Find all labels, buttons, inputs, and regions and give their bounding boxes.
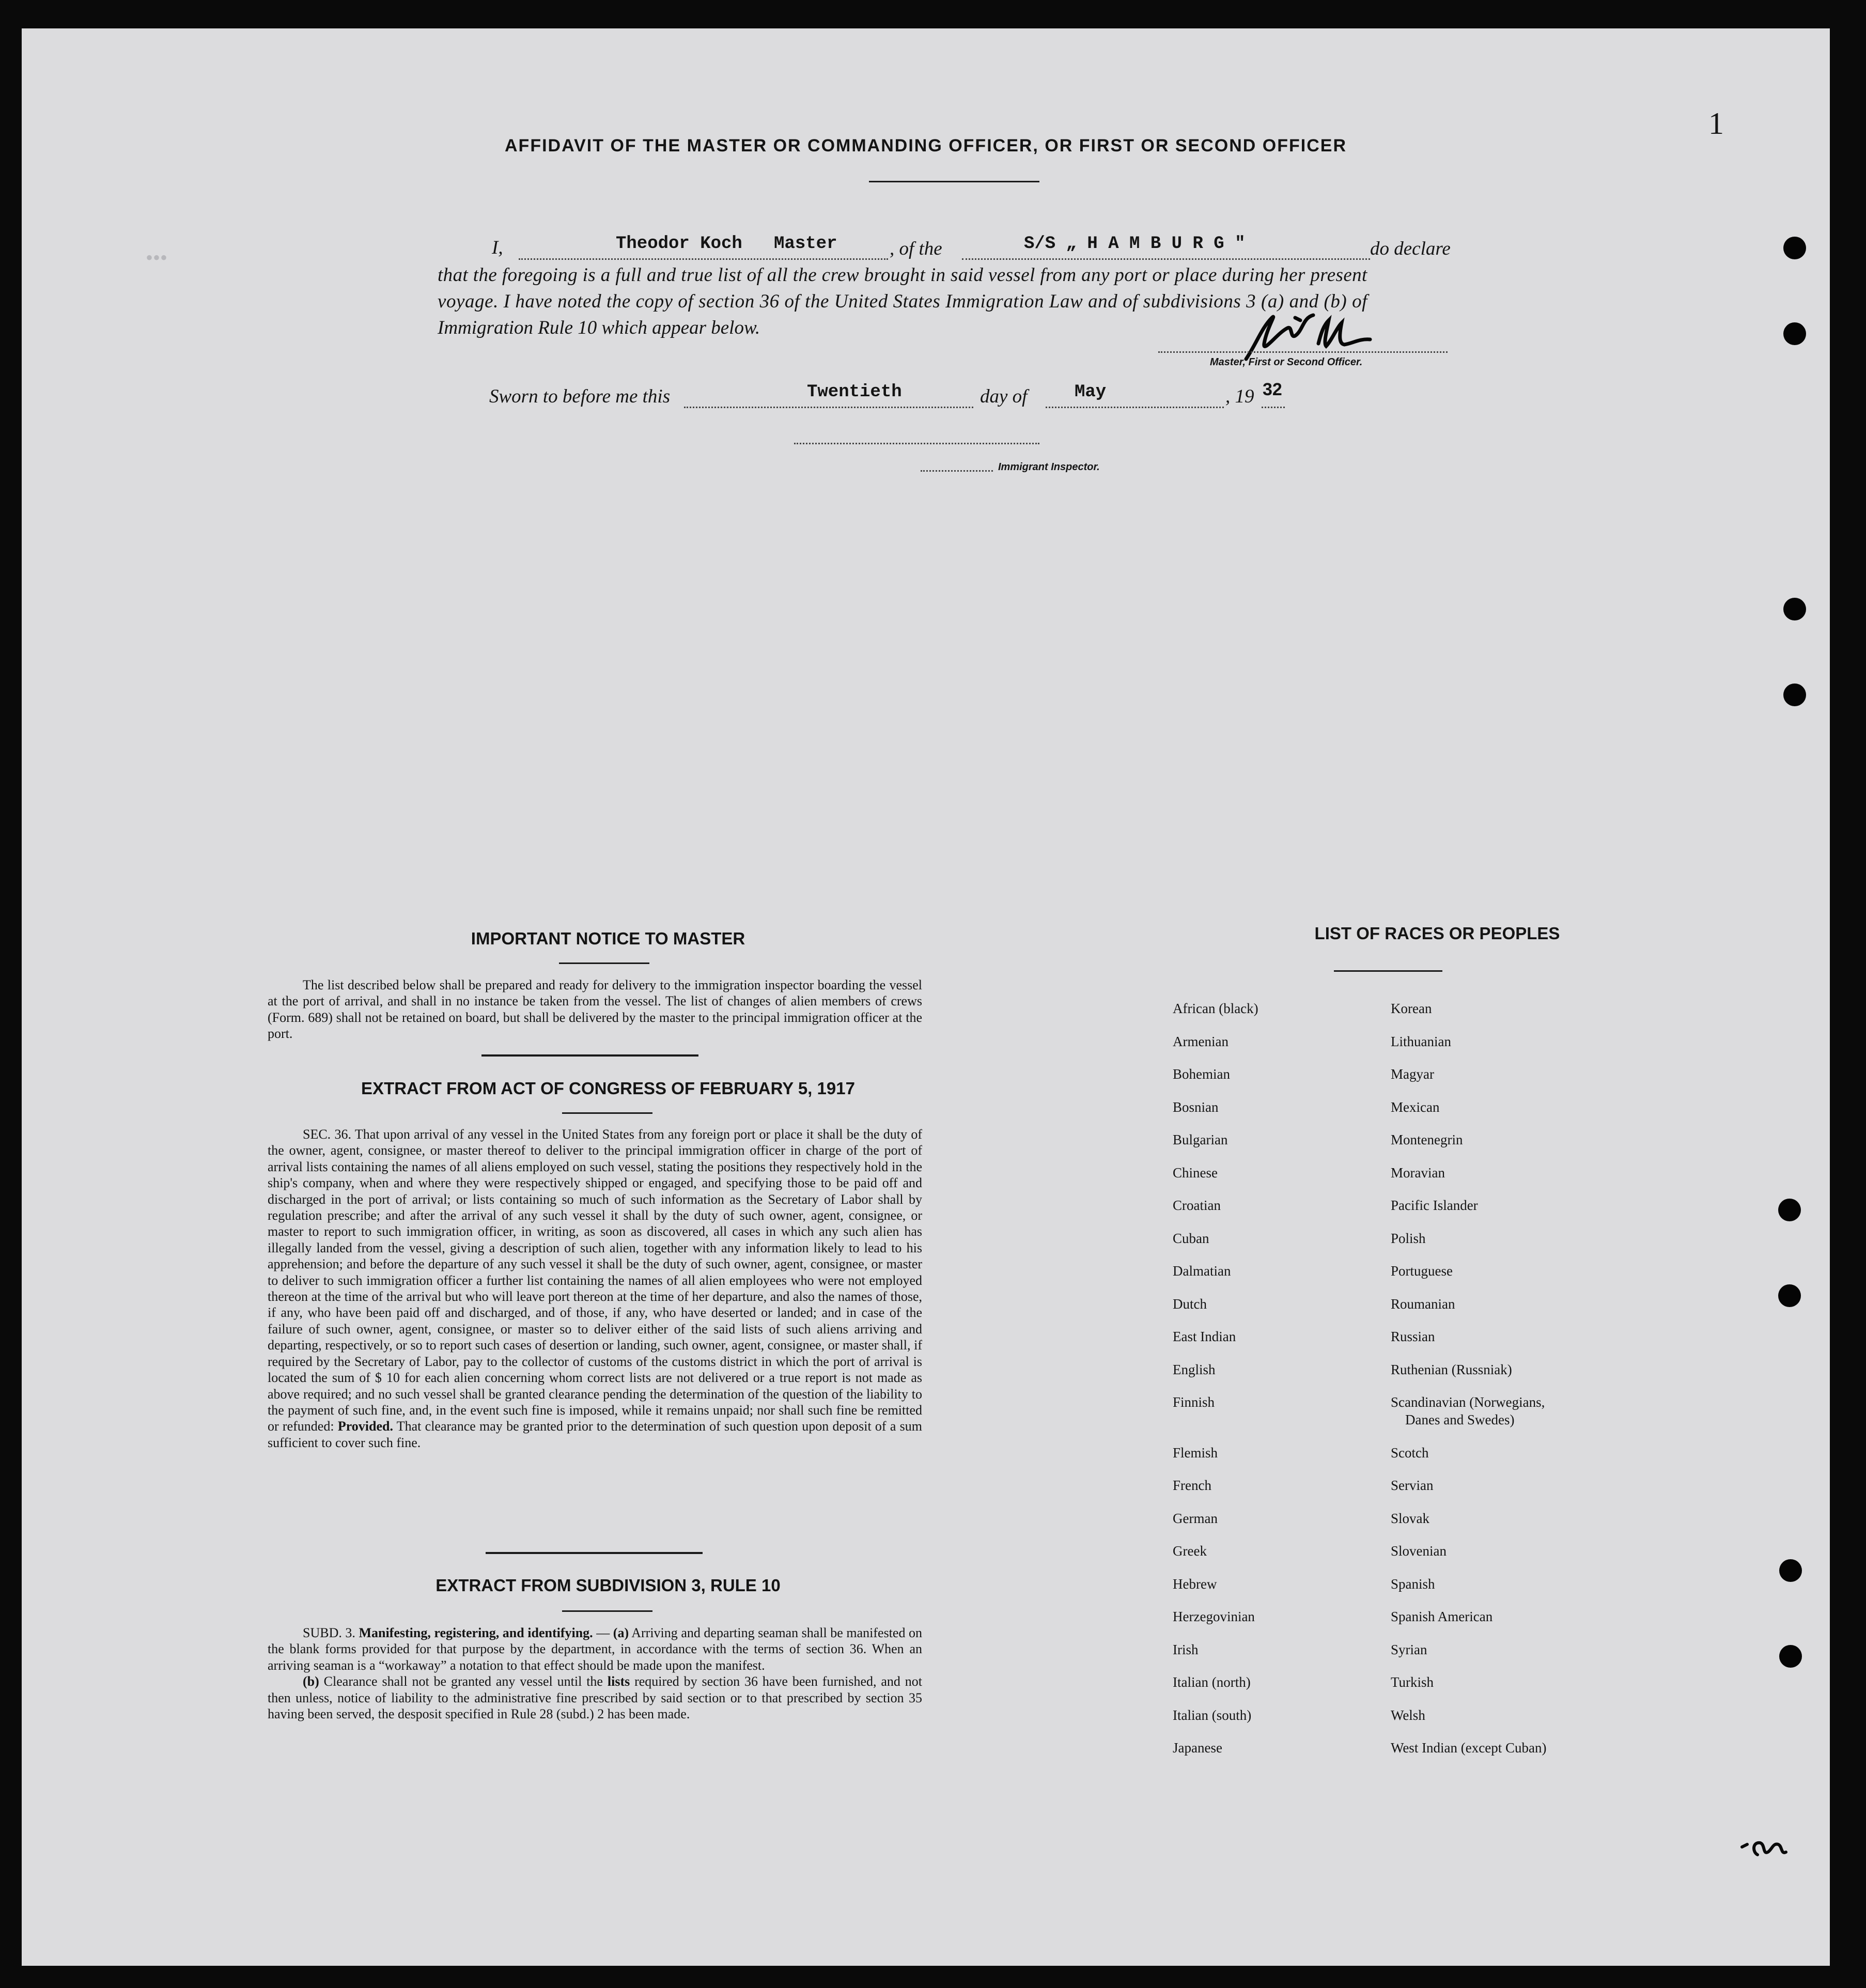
race-item: Scandinavian (Norwegians, [1391, 1394, 1545, 1410]
races-title: LIST OF RACES OR PEOPLES [1314, 924, 1560, 943]
year-line [1262, 407, 1285, 408]
race-item: Danes and Swedes) [1405, 1412, 1515, 1427]
race-item: Italian (north) [1173, 1674, 1251, 1690]
day-of-label: day of [980, 386, 1028, 407]
affidavit-line-2: that the foregoing is a full and true list of all the crew brought in said vessel from any port or place during her present [438, 265, 1367, 286]
race-item: Flemish [1173, 1445, 1218, 1461]
act-paragraph [268, 1126, 922, 1451]
notice-title-rule [559, 962, 649, 964]
signature-line [1158, 351, 1448, 353]
subd-a-text: Arriving and departing seaman shall be manifested on the blank forms provided for that purpose by the department, in accordance with the terms of section 36. When an arriving seaman is a “workaway” a notation to that effect should be made upon the manifest. [268, 1625, 922, 1673]
race-item: French [1173, 1478, 1211, 1493]
race-item: English [1173, 1361, 1216, 1377]
race-item: Montenegrin [1391, 1132, 1463, 1147]
rule-title-rule [562, 1610, 652, 1612]
sworn-day: Twentieth [807, 382, 902, 402]
punch-hole [1779, 1645, 1802, 1668]
race-item: Turkish [1391, 1674, 1434, 1690]
subd-heading: Manifesting, registering, and identifying. [359, 1625, 593, 1640]
handwritten-mark [1737, 1831, 1799, 1862]
sworn-month-line [1046, 407, 1224, 408]
affidavit-title: AFFIDAVIT OF THE MASTER OR COMMANDING OFFICER, OR FIRST OR SECOND OFFICER [505, 136, 1347, 156]
race-item: Slovenian [1391, 1543, 1447, 1559]
master-name: Theodor Koch Master [616, 234, 837, 254]
signature-caption: Master, First or Second Officer. [1210, 356, 1363, 368]
act-title-rule [562, 1112, 652, 1114]
race-item: Cuban [1173, 1230, 1209, 1246]
punch-hole [1783, 322, 1806, 345]
race-item: East Indian [1173, 1329, 1236, 1344]
race-item: Bohemian [1173, 1066, 1230, 1082]
master-signature [1236, 307, 1391, 364]
rule-paragraph-b [268, 1673, 922, 1722]
section-divider-2 [486, 1552, 703, 1554]
subd-b-text-2: required by section 36 have been furnished, and not then unless, notice of liability to the administrative fine prescribed by said section or to that prescribed by section 35 having been served, the desposit specified in Rule 28 (subd.) 2 has been made. [268, 1674, 923, 1722]
subd-b-lists: lists [607, 1674, 630, 1689]
act-text-end: That clearance may be granted prior to the determination of such question upon deposit of a sum sufficient to cover such fine. [268, 1419, 922, 1450]
race-item: Portuguese [1391, 1263, 1453, 1279]
race-item: Korean [1391, 1001, 1432, 1016]
rule-text [268, 1625, 922, 1722]
race-item: Russian [1391, 1329, 1435, 1344]
rule-title: EXTRACT FROM SUBDIVISION 3, RULE 10 [436, 1576, 781, 1595]
subd-a-label: (a) [613, 1625, 629, 1640]
act-text [268, 1126, 922, 1451]
master-name-line [519, 258, 888, 260]
race-item: Moravian [1391, 1164, 1445, 1181]
race-item: Dutch [1173, 1296, 1207, 1312]
punch-hole [1783, 237, 1806, 259]
race-item: Spanish [1391, 1576, 1435, 1592]
race-item: African (black) [1173, 1001, 1258, 1016]
race-item: Servian [1391, 1478, 1434, 1493]
inspector-signature-line [794, 443, 1039, 444]
race-item: Pacific Islander [1391, 1198, 1478, 1213]
race-item: Mexican [1391, 1099, 1440, 1115]
race-item: Slovak [1391, 1510, 1430, 1526]
race-item: Croatian [1173, 1198, 1221, 1213]
subd-b-text-1: Clearance shall not be granted any vessel until the [323, 1674, 603, 1689]
race-item: Magyar [1391, 1066, 1434, 1082]
race-item: Polish [1391, 1230, 1426, 1246]
sworn-year: 32 [1263, 380, 1282, 399]
inspector-caption: Immigrant Inspector. [998, 461, 1100, 473]
section-divider-1 [481, 1054, 698, 1057]
affidavit-do-declare: do declare [1370, 238, 1451, 259]
race-item: Bosnian [1173, 1099, 1219, 1115]
race-item: Italian (south) [1173, 1707, 1252, 1723]
race-item: Hebrew [1173, 1576, 1217, 1592]
race-item: Ruthenian (Russniak) [1391, 1361, 1512, 1377]
race-item: Herzegovinian [1173, 1609, 1255, 1624]
sworn-prefix: Sworn to before me this [489, 386, 671, 407]
race-item: Bulgarian [1173, 1132, 1228, 1147]
year-prefix: , 19 [1225, 386, 1254, 407]
punch-hole [1779, 1559, 1802, 1582]
races-title-rule [1334, 970, 1442, 972]
race-item: Lithuanian [1391, 1033, 1451, 1049]
affidavit-title-rule [869, 181, 1039, 182]
notice-title: IMPORTANT NOTICE TO MASTER [471, 929, 745, 948]
race-item: German [1173, 1510, 1218, 1526]
vessel-line [962, 258, 1370, 260]
race-item: Welsh [1391, 1707, 1425, 1723]
corner-mark: 1 [1708, 106, 1724, 141]
subd-label: SUBD. 3. [303, 1625, 355, 1640]
notice-text [268, 977, 922, 1042]
inspector-caption-line [921, 470, 993, 472]
faded-stamp: ••• [146, 246, 168, 269]
affidavit-lead: I, [492, 237, 503, 258]
punch-hole [1783, 598, 1806, 620]
race-item: Dalmatian [1173, 1263, 1231, 1279]
sworn-month: May [1075, 382, 1107, 402]
punch-hole [1783, 684, 1806, 706]
race-item: Finnish [1173, 1394, 1215, 1410]
notice-paragraph: The list described below shall be prepared and ready for delivery to the immigration inspector boarding the vessel at the port of arrival, and shall in no instance be taken from the vessel. The list of changes of alien members of crews (Form. 689) shall not be retained on board, but shall be delivered by the master to the principal immigration officer at the port. [268, 977, 922, 1042]
sworn-day-line [684, 407, 973, 408]
affidavit-line-3: voyage. I have noted the copy of section 36 of the United States Immigration Law and of subdivisions 3 (a) and (b) of [438, 291, 1367, 312]
subd-b-label: (b) [303, 1674, 319, 1689]
act-title: EXTRACT FROM ACT OF CONGRESS OF FEBRUARY 5, 1917 [361, 1079, 855, 1098]
affidavit-line-4: Immigration Rule 10 which appear below. [438, 317, 760, 338]
race-item: Irish [1173, 1641, 1199, 1657]
race-item: Roumanian [1391, 1296, 1455, 1312]
affidavit-of-the: , of the [890, 238, 942, 259]
race-item: Greek [1173, 1543, 1207, 1559]
vessel-name: S/S „ H A M B U R G " [1024, 234, 1246, 254]
race-item: Syrian [1391, 1641, 1427, 1657]
race-item: Japanese [1173, 1740, 1222, 1756]
race-item: Spanish American [1391, 1609, 1493, 1624]
document-sheet [22, 28, 1830, 1966]
punch-hole [1778, 1284, 1801, 1307]
act-section-36: SEC. 36. That upon arrival of any vessel in the United States from any foreign port or place it shall be the duty of the owner, agent, consignee, or master thereof to deliver to the principal immigration officer in charge of the port of arrival lists containing the names of all aliens employed on such vessel, stating the positions they respectively hold in the ship's company, when and where they were respectively shipped or engaged, and specifying those to be paid off and discharged in the port of arrival; or lists containing so much of such information as the Secretary of Labor shall by regulation prescribe; and after the arrival of any such vessel it shall by the duty of such owner, agent, consignee, or master to report to such immigration officer, in writing, as soon as discovered, all cases in which any such alien has illegally landed from the vessel, giving a description of such alien, together with any information likely to lead to his apprehension; and before the departure of any such vessel it shall be the duty of such owner, agent, consignee, or master to deliver to such immigration officer a further list containing the names of all alien employees who were not employed thereon at the time of the arrival but who will leave port thereon at the time of her departure, and also the names of those, if any, who have been paid off and discharged, and of those, if any, who have deserted or landed; and in case of the failure of such owner, agent, consignee, or master so to deliver either of the said lists of such aliens arriving and departing, respectively, or so to report such cases of desertion or landing, such owner, agent, consignee, or master shall, if required by the Secretary of Labor, pay to the collector of customs of the customs district in which the port of arrival is located the sum of $ 10 for each alien concerning whom correct lists are not delivered or a true report is not made as above required; and no such vessel shall be granted clearance pending the determination of the question of the liability to the payment of such fine, and, in the event such fine is imposed, while it remains unpaid; nor shall such fine be remitted or refunded: [268, 1127, 922, 1434]
race-item: Chinese [1173, 1164, 1218, 1181]
race-item: Scotch [1391, 1445, 1429, 1461]
act-provided: Provided. [337, 1419, 393, 1434]
race-item: Armenian [1173, 1033, 1229, 1049]
rule-paragraph-a: SUBD. 3. Manifesting, registering, and identifying. — (a) Arriving and departing seaman shall be manifested on the blank forms provided for that purpose by the department, in accordance with the terms of section 36. When an arriving seaman is a “workaway” a notation to that effect should be made upon the manifest. [268, 1625, 922, 1673]
race-item: West Indian (except Cuban) [1391, 1740, 1547, 1756]
punch-hole [1778, 1199, 1801, 1221]
